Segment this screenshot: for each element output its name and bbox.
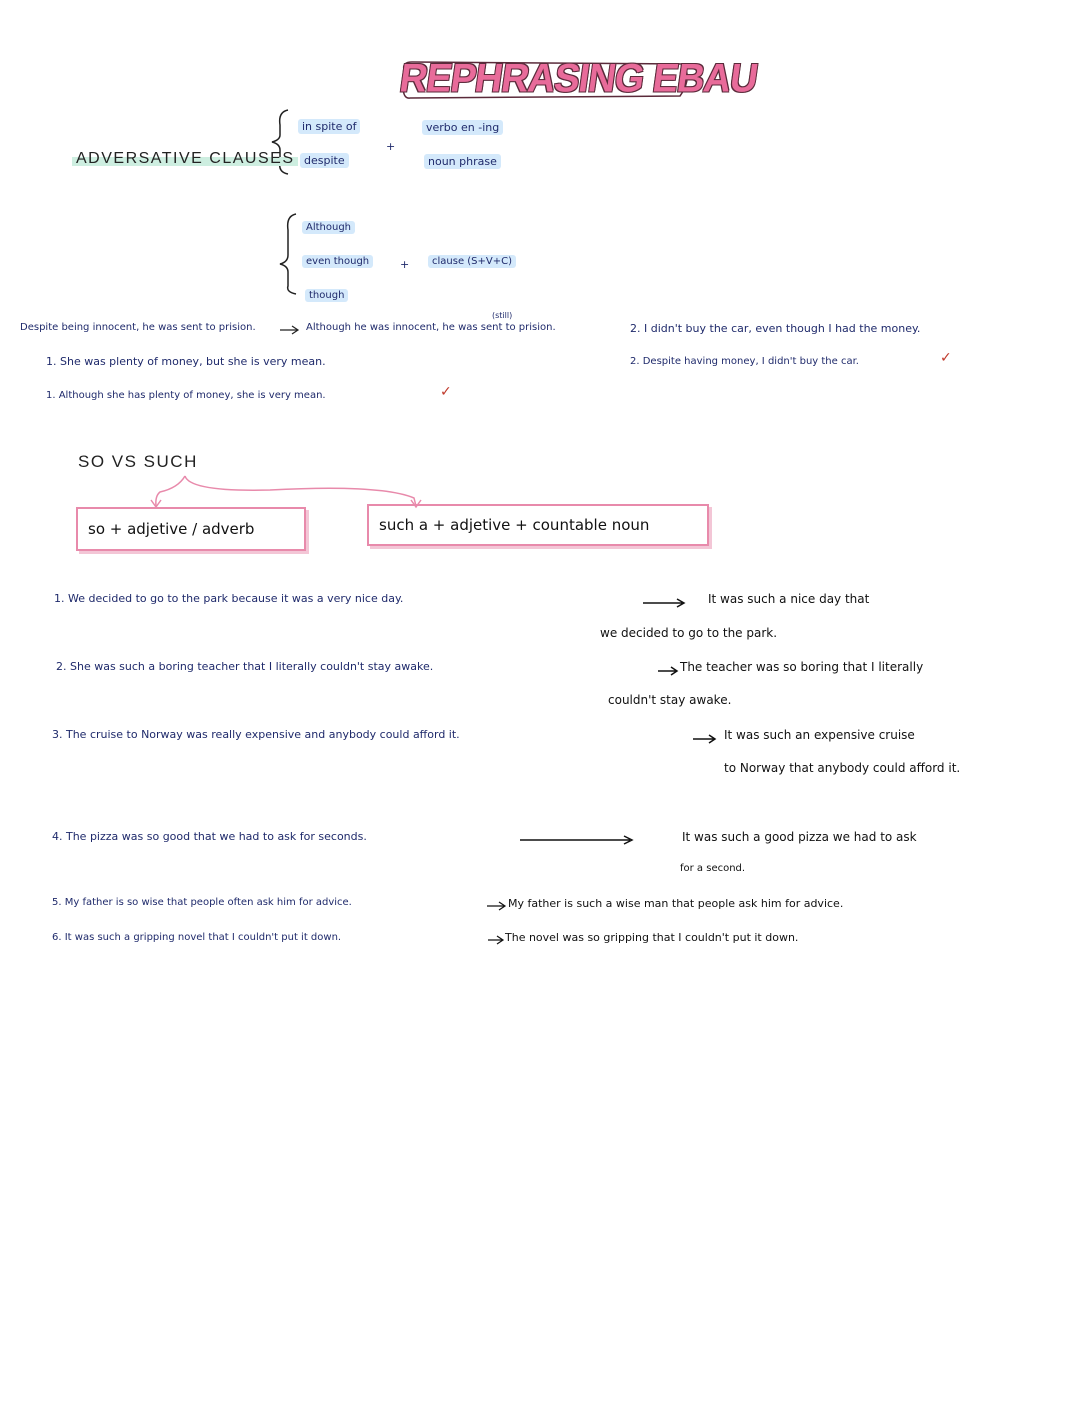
example-1-question: 1. She was plenty of money, but she is very mean. — [46, 355, 326, 368]
right-arrow-icon — [487, 902, 505, 910]
exercise-1-question: 1. We decided to go to the park because it was a very nice day. — [54, 592, 404, 605]
exercise-1-answer-line1: It was such a nice day that — [708, 592, 870, 606]
example-2-answer: 2. Despite having money, I didn't buy the car. — [630, 356, 859, 367]
exercise-3-question: 3. The cruise to Norway was really expensive and anybody could afford it. — [52, 728, 460, 741]
example-main-answer: Although he was innocent, he was sent to prision. — [306, 322, 556, 333]
exercise-3-answer-line2: to Norway that anybody could afford it. — [724, 761, 961, 775]
still-note: (still) — [492, 311, 513, 320]
example-1-answer: 1. Although she has plenty of money, she is very mean. — [46, 390, 326, 401]
exercise-5-question: 5. My father is so wise that people often ask him for advice. — [52, 897, 352, 908]
example-2-question: 2. I didn't buy the car, even though I had the money. — [630, 322, 921, 335]
connector-even-though: even though — [302, 256, 373, 267]
exercise-4-answer-line1: It was such a good pizza we had to ask — [682, 830, 917, 844]
exercise-2-answer-line2: couldn't stay awake. — [608, 693, 732, 707]
exercise-4-answer-line2: for a second. — [680, 863, 746, 874]
target-clause: clause (S+V+C) — [428, 256, 516, 267]
so-such-heading: SO VS SUCH — [78, 452, 198, 471]
such-rule-box: such a + adjetive + countable noun — [367, 504, 709, 546]
exercise-2-answer-line1: The teacher was so boring that I literally — [680, 660, 924, 674]
plus-sign: + — [400, 258, 410, 271]
connector-despite: despite — [300, 154, 349, 167]
checkmark-icon: ✓ — [440, 384, 452, 400]
page-title: REPHRASING EBAU — [396, 56, 760, 102]
checkmark-icon: ✓ — [940, 350, 952, 366]
right-arrow-icon — [658, 667, 677, 675]
target-verbo-ing: verbo en -ing — [422, 121, 503, 134]
exercise-1-answer-line2: we decided to go to the park. — [600, 626, 778, 640]
right-arrow-icon — [520, 836, 632, 844]
so-rule-box: so + adjetive / adverb — [76, 507, 306, 551]
right-arrow-icon — [643, 599, 684, 607]
connector-in-spite-of: in spite of — [298, 120, 360, 133]
exercise-2-question: 2. She was such a boring teacher that I literally couldn't stay awake. — [56, 660, 434, 673]
plus-sign: + — [386, 140, 396, 153]
target-noun-phrase: noun phrase — [424, 155, 501, 168]
exercise-5-answer: My father is such a wise man that people ask him for advice. — [508, 897, 844, 910]
exercise-4-question: 4. The pizza was so good that we had to ask for seconds. — [52, 830, 367, 843]
right-arrow-icon — [488, 936, 503, 944]
exercise-6-answer: The novel was so gripping that I couldn't put it down. — [505, 931, 799, 944]
connector-although: Although — [302, 222, 355, 233]
example-main-question: Despite being innocent, he was sent to prision. — [20, 322, 256, 333]
right-arrow-icon — [280, 326, 298, 334]
connector-though: though — [305, 290, 348, 301]
exercise-6-question: 6. It was such a gripping novel that I couldn't put it down. — [52, 932, 342, 943]
such-arrow — [185, 476, 416, 506]
right-arrow-icon — [693, 735, 715, 743]
brace-icon — [280, 214, 296, 294]
exercise-3-answer-line1: It was such an expensive cruise — [724, 728, 915, 742]
adversative-heading: ADVERSATIVE CLAUSES — [72, 150, 298, 168]
